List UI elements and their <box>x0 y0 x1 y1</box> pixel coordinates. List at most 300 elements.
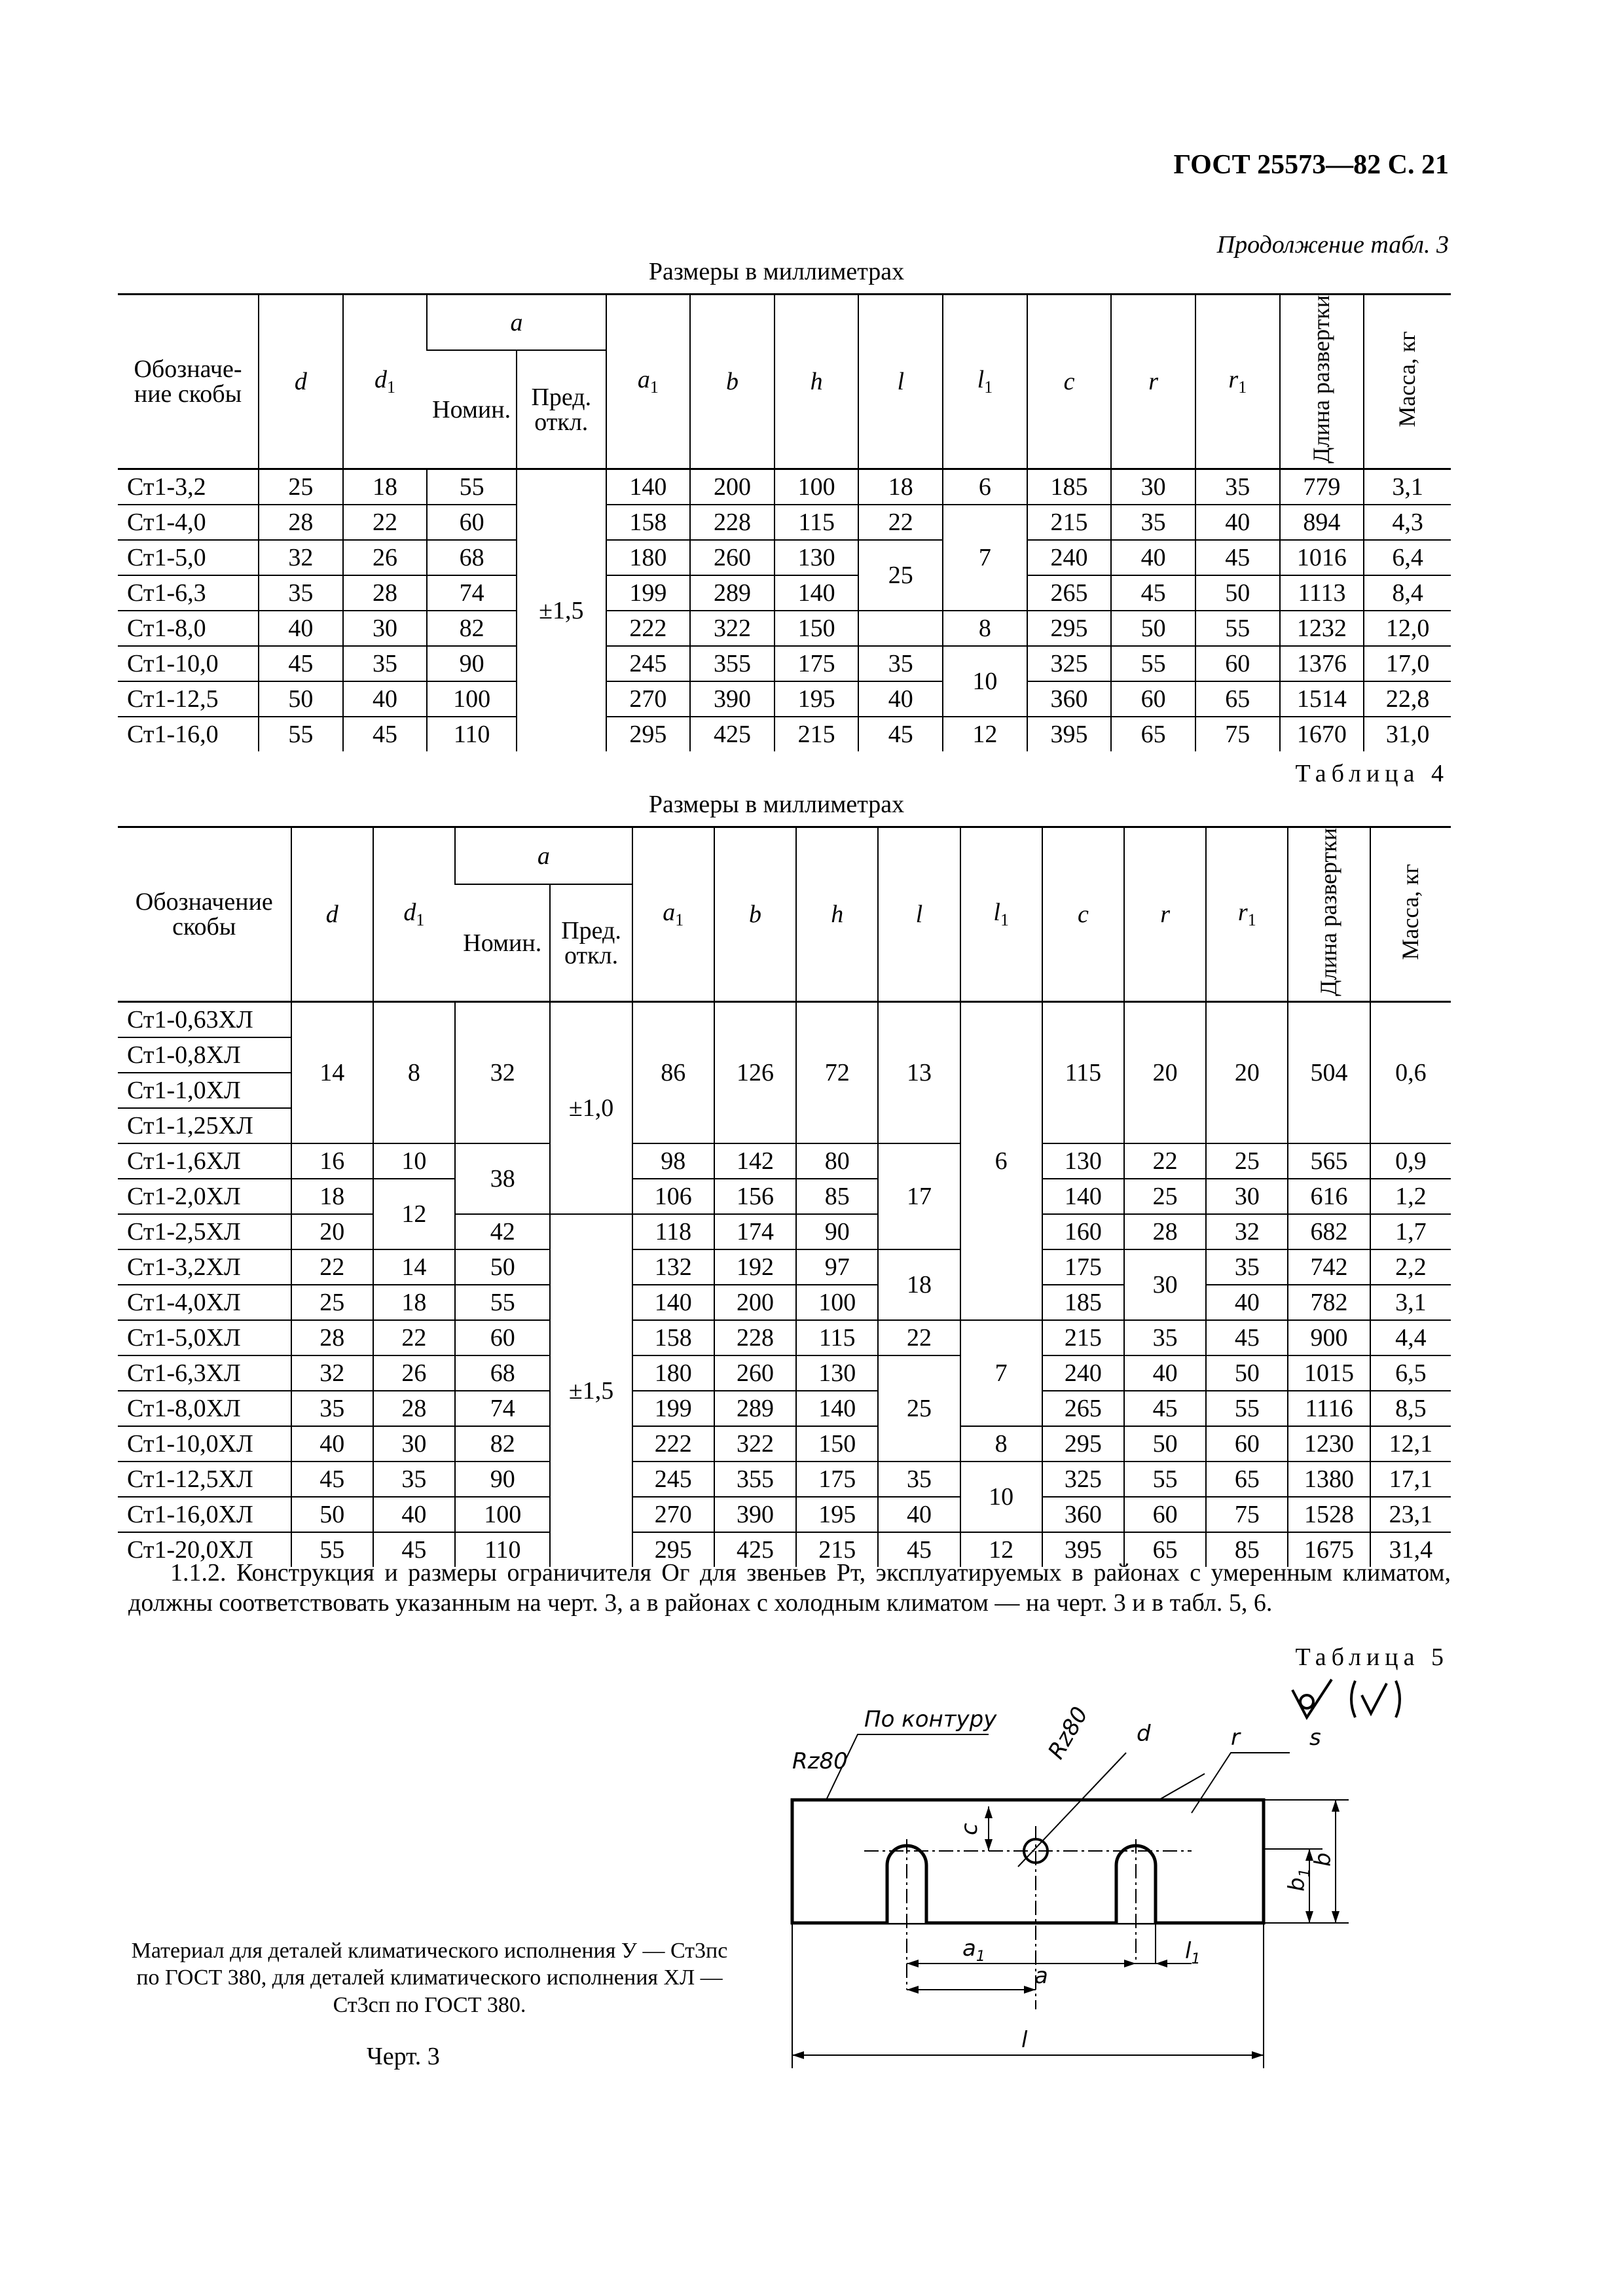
col-mass-head: Масса, кг <box>1370 827 1451 1002</box>
col-d1-head: $d_1$ <box>373 827 455 1002</box>
len-cell: 1670 <box>1280 717 1364 751</box>
label-contour: По контуру <box>864 1706 997 1732</box>
mass-cell: 22,8 <box>1364 681 1451 717</box>
l-cell: 35 <box>858 646 943 681</box>
col-l-head: l <box>858 295 943 469</box>
material-note: Материал для деталей климатического исполнения У — Ст3пс по ГОСТ 380, для деталей климатического исполнения ХЛ — Ст3сп по ГОСТ 380. <box>131 1939 728 2017</box>
col-a-dev-head: Пред. откл. <box>550 884 632 1001</box>
len-cell: 1528 <box>1288 1497 1370 1532</box>
table-row <box>118 611 1451 646</box>
b-cell: 289 <box>690 575 775 611</box>
len-cell: 565 <box>1288 1143 1370 1179</box>
l1-cell: 6 <box>960 1002 1042 1321</box>
d-cell: 40 <box>291 1426 373 1462</box>
table-row <box>118 1179 1451 1214</box>
d1-cell: 14 <box>373 1249 455 1285</box>
d-cell: 28 <box>259 505 343 540</box>
l-cell: 35 <box>878 1462 960 1497</box>
r1-cell: 20 <box>1206 1002 1288 1144</box>
c-cell: 265 <box>1042 1391 1124 1426</box>
l-cell: 17 <box>878 1143 960 1249</box>
d-cell: 16 <box>291 1143 373 1179</box>
len-cell: 1113 <box>1280 575 1364 611</box>
c-cell: 140 <box>1042 1179 1124 1214</box>
a1-cell: 295 <box>632 1532 714 1567</box>
len-cell: 682 <box>1288 1214 1370 1249</box>
name-cell: Ст1-1,25ХЛ <box>118 1108 291 1143</box>
d-cell: 32 <box>291 1355 373 1391</box>
l-cell: 13 <box>878 1002 960 1144</box>
b-cell: 200 <box>714 1285 796 1320</box>
h-cell: 115 <box>796 1320 878 1355</box>
c-cell: 215 <box>1042 1320 1124 1355</box>
table-row <box>118 1391 1451 1426</box>
d-cell: 28 <box>291 1320 373 1355</box>
b-cell: 228 <box>690 505 775 540</box>
d1-cell: 30 <box>343 611 428 646</box>
h-cell: 140 <box>775 575 859 611</box>
c-cell: 295 <box>1027 611 1112 646</box>
b-cell: 126 <box>714 1002 796 1144</box>
table-row <box>118 575 1451 611</box>
d-cell: 18 <box>291 1179 373 1214</box>
limiter-drawing <box>773 1676 1427 2081</box>
len-cell: 1514 <box>1280 681 1364 717</box>
c-cell: 325 <box>1027 646 1112 681</box>
a1-cell: 270 <box>606 681 691 717</box>
b-cell: 322 <box>714 1426 796 1462</box>
table5-title: Таблица 5 <box>1295 1643 1449 1671</box>
table-row <box>118 1285 1451 1320</box>
a-cell: 100 <box>455 1497 550 1532</box>
d1-cell: 18 <box>343 469 428 505</box>
len-cell: 1016 <box>1280 540 1364 575</box>
a1-cell: 106 <box>632 1179 714 1214</box>
mass-cell: 23,1 <box>1370 1497 1451 1532</box>
a1-cell: 180 <box>606 540 691 575</box>
table-row <box>118 646 1451 681</box>
r-cell: 65 <box>1124 1532 1206 1567</box>
d-cell: 40 <box>259 611 343 646</box>
a1-cell: 222 <box>606 611 691 646</box>
name-cell: Ст1-1,6ХЛ <box>118 1143 291 1179</box>
c-cell: 395 <box>1042 1532 1124 1567</box>
a-cell: 68 <box>427 540 517 575</box>
h-cell: 115 <box>775 505 859 540</box>
c-cell: 360 <box>1027 681 1112 717</box>
r-cell: 20 <box>1124 1002 1206 1144</box>
b-cell: 260 <box>714 1355 796 1391</box>
r1-cell: 50 <box>1195 575 1280 611</box>
table-continuation-label: Продолжение табл. 3 <box>1216 231 1449 259</box>
name-cell: Ст1-8,0 <box>118 611 259 646</box>
a1-cell: 270 <box>632 1497 714 1532</box>
d-cell: 22 <box>291 1249 373 1285</box>
mass-cell: 6,5 <box>1370 1355 1451 1391</box>
mass-cell: 1,2 <box>1370 1179 1451 1214</box>
col-c-head: c <box>1027 295 1112 469</box>
d1-cell: 40 <box>343 681 428 717</box>
r1-cell: 85 <box>1206 1532 1288 1567</box>
a1-cell: 118 <box>632 1214 714 1249</box>
col-b-head: b <box>690 295 775 469</box>
table-4 <box>118 826 1451 1567</box>
l-cell: 22 <box>878 1320 960 1355</box>
page-header: ГОСТ 25573—82 С. 21 <box>1173 150 1449 180</box>
a-cell: 74 <box>427 575 517 611</box>
l-cell <box>858 611 943 646</box>
col-name-head: Обозначение скобы <box>118 827 291 1002</box>
col-d-head: d <box>259 295 343 469</box>
col-length-head: Длина развертки <box>1288 827 1370 1002</box>
len-cell: 1376 <box>1280 646 1364 681</box>
b-cell: 425 <box>690 717 775 751</box>
mass-cell: 8,5 <box>1370 1391 1451 1426</box>
h-cell: 100 <box>775 469 859 505</box>
d-cell: 45 <box>291 1462 373 1497</box>
r1-cell: 35 <box>1206 1249 1288 1285</box>
len-cell: 616 <box>1288 1179 1370 1214</box>
len-cell: 1015 <box>1288 1355 1370 1391</box>
a-cell: 38 <box>455 1143 550 1214</box>
r1-cell: 32 <box>1206 1214 1288 1249</box>
label-l: l <box>1021 2027 1028 2053</box>
h-cell: 100 <box>796 1285 878 1320</box>
b-cell: 355 <box>714 1462 796 1497</box>
r-cell: 45 <box>1111 575 1195 611</box>
table-row <box>118 717 1451 751</box>
l-cell: 18 <box>858 469 943 505</box>
a1-cell: 132 <box>632 1249 714 1285</box>
mass-cell: 12,0 <box>1364 611 1451 646</box>
r-cell: 40 <box>1124 1355 1206 1391</box>
a1-cell: 199 <box>632 1391 714 1426</box>
a1-cell: 222 <box>632 1426 714 1462</box>
b-cell: 260 <box>690 540 775 575</box>
c-cell: 175 <box>1042 1249 1124 1285</box>
h-cell: 175 <box>775 646 859 681</box>
r-cell: 55 <box>1124 1462 1206 1497</box>
col-mass-head: Масса, кг <box>1364 295 1451 469</box>
tolerance-cell: ±1,5 <box>517 469 606 752</box>
c-cell: 395 <box>1027 717 1112 751</box>
a-cell: 32 <box>455 1002 550 1144</box>
name-cell: Ст1-16,0 <box>127 721 219 749</box>
a-cell: 74 <box>455 1391 550 1426</box>
h-cell: 130 <box>796 1355 878 1391</box>
d-cell: 25 <box>259 469 343 505</box>
col-d1-head: $d_1$ <box>343 295 428 469</box>
table-row <box>118 1249 1451 1285</box>
mass-cell: 31,0 <box>1364 717 1451 751</box>
table-row <box>118 1214 1451 1249</box>
b-cell: 142 <box>714 1143 796 1179</box>
label-a: a <box>1034 1963 1048 1989</box>
table-row <box>118 1426 1451 1462</box>
l-cell: 45 <box>858 717 943 751</box>
col-h-head: h <box>775 295 859 469</box>
name-cell: Ст1-3,2 <box>118 469 259 505</box>
mass-cell: 2,2 <box>1370 1249 1451 1285</box>
d1-cell: 35 <box>343 646 428 681</box>
d1-cell: 18 <box>373 1285 455 1320</box>
col-l1-head: $l_1$ <box>960 827 1042 1002</box>
d-cell: 55 <box>259 717 343 751</box>
b-cell: 174 <box>714 1214 796 1249</box>
b-cell: 425 <box>714 1532 796 1567</box>
table-row <box>118 540 1451 575</box>
c-cell: 185 <box>1042 1285 1124 1320</box>
r1-cell: 65 <box>1206 1462 1288 1497</box>
col-c-head: c <box>1042 827 1124 1002</box>
d1-cell: 8 <box>373 1002 455 1144</box>
r-cell: 45 <box>1124 1391 1206 1426</box>
name-cell: Ст1-4,0ХЛ <box>118 1285 291 1320</box>
c-cell: 115 <box>1042 1002 1124 1144</box>
d1-cell: 10 <box>373 1143 455 1179</box>
a-cell: 110 <box>427 717 517 751</box>
label-l1: $l_1$ <box>1185 1938 1201 1967</box>
d1-cell: 22 <box>373 1320 455 1355</box>
table-4-body <box>118 1002 1451 1568</box>
a1-cell: 140 <box>632 1285 714 1320</box>
d1-cell: 28 <box>343 575 428 611</box>
col-a1-head: $a_1$ <box>632 827 714 1002</box>
col-b-head: b <box>714 827 796 1002</box>
r1-cell: 40 <box>1195 505 1280 540</box>
mass-cell: 17,0 <box>1364 646 1451 681</box>
b-cell: 192 <box>714 1249 796 1285</box>
name-cell: Ст1-6,3 <box>118 575 259 611</box>
a1-cell: 158 <box>632 1320 714 1355</box>
r-cell: 28 <box>1124 1214 1206 1249</box>
name-cell: Ст1-0,63ХЛ <box>118 1002 291 1038</box>
tol-cell: ±1,0 <box>550 1002 632 1215</box>
col-r1-head: $r_1$ <box>1206 827 1288 1002</box>
table-row <box>118 1355 1451 1391</box>
b-cell: 355 <box>690 646 775 681</box>
mass-cell: 3,1 <box>1364 469 1451 505</box>
col-r-head: r <box>1124 827 1206 1002</box>
r-cell: 60 <box>1111 681 1195 717</box>
mass-cell: 12,1 <box>1370 1426 1451 1462</box>
mass-cell: 0,6 <box>1370 1002 1451 1144</box>
l-cell: 45 <box>878 1532 960 1567</box>
l-cell: 25 <box>878 1355 960 1462</box>
name-cell: Ст1-8,0ХЛ <box>118 1391 291 1426</box>
d-cell: 32 <box>259 540 343 575</box>
r1-cell: 25 <box>1206 1143 1288 1179</box>
h-cell: 85 <box>796 1179 878 1214</box>
mass-cell: 0,9 <box>1370 1143 1451 1179</box>
h-cell: 195 <box>775 681 859 717</box>
col-a-nom-head: Номин. <box>455 884 550 1001</box>
h-cell: 195 <box>796 1497 878 1532</box>
a1-cell: 245 <box>632 1462 714 1497</box>
l-cell: 22 <box>858 505 943 540</box>
col-l1-head: $l_1$ <box>943 295 1027 469</box>
col-name-head: Обозначе-ние скобы <box>118 295 259 469</box>
l1-cell: 12 <box>960 1532 1042 1567</box>
d-cell: 50 <box>291 1497 373 1532</box>
label-rz80-hole: Rz80 <box>1043 1702 1094 1764</box>
r-cell: 25 <box>1124 1179 1206 1214</box>
r1-cell: 55 <box>1195 611 1280 646</box>
d1-cell: 45 <box>343 717 428 751</box>
name-cell: Ст1-4,0 <box>118 505 259 540</box>
col-a-head: a <box>427 295 606 351</box>
c-cell: 240 <box>1027 540 1112 575</box>
l-cell: 25 <box>858 540 943 611</box>
d-cell: 55 <box>291 1532 373 1567</box>
table-row <box>118 681 1451 717</box>
mass-cell: 3,1 <box>1370 1285 1451 1320</box>
table-row <box>118 1462 1451 1497</box>
r-cell: 65 <box>1111 717 1195 751</box>
c-cell: 185 <box>1027 469 1112 505</box>
r1-cell: 75 <box>1195 717 1280 751</box>
d-cell: 45 <box>259 646 343 681</box>
label-b: b <box>1310 1852 1336 1867</box>
name-cell: Ст1-1,0ХЛ <box>118 1073 291 1108</box>
len-cell: 1675 <box>1288 1532 1370 1567</box>
len-cell: 900 <box>1288 1320 1370 1355</box>
b-cell: 390 <box>690 681 775 717</box>
table4-title: Таблица 4 <box>1295 760 1449 787</box>
mass-cell: 17,1 <box>1370 1462 1451 1497</box>
table4-units: Размеры в миллиметрах <box>648 791 905 818</box>
h-cell: 140 <box>796 1391 878 1426</box>
r-cell: 55 <box>1111 646 1195 681</box>
b-cell: 289 <box>714 1391 796 1426</box>
d-cell: 35 <box>259 575 343 611</box>
r1-cell: 60 <box>1206 1426 1288 1462</box>
h-cell: 150 <box>775 611 859 646</box>
h-cell: 97 <box>796 1249 878 1285</box>
c-cell: 295 <box>1042 1426 1124 1462</box>
table3-units: Размеры в миллиметрах <box>648 258 905 285</box>
name-cell: Ст1-2,0ХЛ <box>118 1179 291 1214</box>
d1-cell: 40 <box>373 1497 455 1532</box>
name-cell: Ст1-5,0ХЛ <box>118 1320 291 1355</box>
r-cell: 22 <box>1124 1143 1206 1179</box>
label-b1: $b_1$ <box>1284 1868 1313 1892</box>
col-a-head: a <box>455 827 632 885</box>
l1-cell: 7 <box>960 1320 1042 1426</box>
d-cell: 25 <box>291 1285 373 1320</box>
h-cell: 90 <box>796 1214 878 1249</box>
l-cell: 40 <box>878 1497 960 1532</box>
c-cell: 360 <box>1042 1497 1124 1532</box>
r1-cell: 35 <box>1195 469 1280 505</box>
table-3 <box>118 293 1451 751</box>
r-cell: 40 <box>1111 540 1195 575</box>
mass-cell: 4,3 <box>1364 505 1451 540</box>
a1-cell: 199 <box>606 575 691 611</box>
col-r-head: r <box>1111 295 1195 469</box>
figure-caption: Черт. 3 <box>367 2043 440 2070</box>
len-cell: 1116 <box>1288 1391 1370 1426</box>
r-cell: 60 <box>1124 1497 1206 1532</box>
r1-cell: 30 <box>1206 1179 1288 1214</box>
a-cell: 55 <box>427 469 517 505</box>
b-cell: 390 <box>714 1497 796 1532</box>
r-cell: 35 <box>1124 1320 1206 1355</box>
name-cell: Ст1-12,5 <box>118 681 259 717</box>
h-cell: 72 <box>796 1002 878 1144</box>
c-cell: 265 <box>1027 575 1112 611</box>
len-cell: 894 <box>1280 505 1364 540</box>
table-row <box>118 1497 1451 1532</box>
l1-cell: 10 <box>943 646 1027 717</box>
a1-cell: 98 <box>632 1143 714 1179</box>
c-cell: 215 <box>1027 505 1112 540</box>
mass-cell: 1,7 <box>1370 1214 1451 1249</box>
b-cell: 228 <box>714 1320 796 1355</box>
h-cell: 215 <box>796 1532 878 1567</box>
l1-cell: 12 <box>943 717 1027 751</box>
a-cell: 50 <box>455 1249 550 1285</box>
paragraph-1-1-2: 1.1.2. Конструкция и размеры ограничителя Ог для звеньев Рт, эксплуатируемых в районах с умеренным климатом, должны соответствовать указанным на черт. 3, а в районах с холодным климатом — на черт. 3 и в табл. 5, 6. <box>128 1559 1451 1617</box>
len-cell: 742 <box>1288 1249 1370 1285</box>
label-rz80-left: Rz80 <box>792 1748 848 1774</box>
name-cell: Ст1-16,0ХЛ <box>118 1497 291 1532</box>
l1-cell: 7 <box>943 505 1027 611</box>
a-cell: 82 <box>455 1426 550 1462</box>
len-cell: 779 <box>1280 469 1364 505</box>
a-cell: 55 <box>455 1285 550 1320</box>
l1-cell: 8 <box>943 611 1027 646</box>
a-cell: 60 <box>427 505 517 540</box>
r-cell: 30 <box>1124 1249 1206 1320</box>
name-cell: Ст1-3,2ХЛ <box>118 1249 291 1285</box>
name-cell: Ст1-5,0 <box>118 540 259 575</box>
a-cell: 82 <box>427 611 517 646</box>
label-r: r <box>1231 1725 1240 1751</box>
a-cell: 42 <box>455 1214 550 1249</box>
r1-cell: 40 <box>1206 1285 1288 1320</box>
name-cell: Ст1-0,8ХЛ <box>118 1037 291 1073</box>
len-cell: 782 <box>1288 1285 1370 1320</box>
d-cell: 50 <box>259 681 343 717</box>
h-cell: 175 <box>796 1462 878 1497</box>
a1-cell: 158 <box>606 505 691 540</box>
h-cell: 150 <box>796 1426 878 1462</box>
b-cell: 156 <box>714 1179 796 1214</box>
l-cell: 40 <box>858 681 943 717</box>
tol-cell: ±1,5 <box>550 1214 632 1567</box>
c-cell: 325 <box>1042 1462 1124 1497</box>
mass-cell: 6,4 <box>1364 540 1451 575</box>
l1-cell: 8 <box>960 1426 1042 1462</box>
a-cell: 100 <box>427 681 517 717</box>
a1-cell: 86 <box>632 1002 714 1144</box>
name-cell: Ст1-10,0ХЛ <box>118 1426 291 1462</box>
h-cell: 80 <box>796 1143 878 1179</box>
r1-cell: 75 <box>1206 1497 1288 1532</box>
r1-cell: 55 <box>1206 1391 1288 1426</box>
len-cell: 1380 <box>1288 1462 1370 1497</box>
b-cell: 322 <box>690 611 775 646</box>
r1-cell: 50 <box>1206 1355 1288 1391</box>
mass-cell: 8,4 <box>1364 575 1451 611</box>
table-row <box>118 1143 1451 1179</box>
a1-cell: 180 <box>632 1355 714 1391</box>
col-r1-head: $r_1$ <box>1195 295 1280 469</box>
label-d: d <box>1137 1721 1151 1747</box>
d1-cell: 26 <box>343 540 428 575</box>
r-cell: 35 <box>1111 505 1195 540</box>
